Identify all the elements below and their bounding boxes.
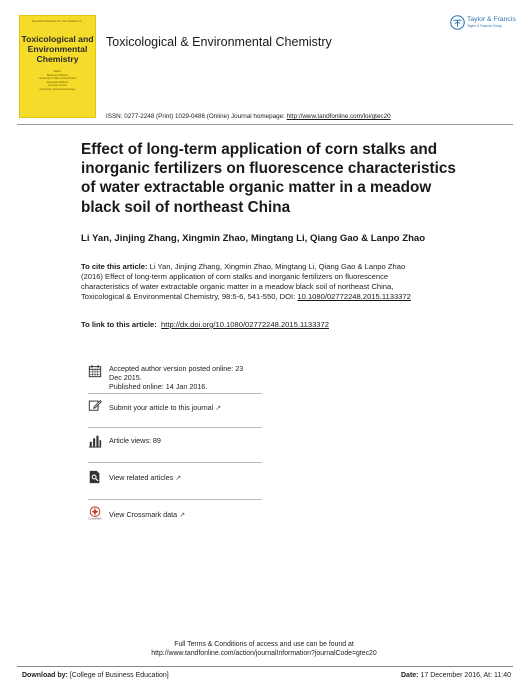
info-divider bbox=[88, 393, 262, 394]
terms-url[interactable]: http://www.tandfonline.com/action/journalInformation?journalCode=gtec20 bbox=[151, 650, 377, 658]
crossmark-badge-label: CrossMark bbox=[88, 517, 102, 520]
accepted-date-line1: Accepted author version posted online: 23 bbox=[109, 364, 244, 373]
download-value: [College of Business Education] bbox=[67, 672, 169, 679]
cover-title-line: Chemistry bbox=[36, 54, 79, 64]
link-to-label: To link to this article: bbox=[81, 320, 157, 329]
article-title: Effect of long-term application of corn stalks and inorganic fertilizers on fluorescence characteristics of water extractable organic matter in a meadow black soil of northeast China bbox=[81, 141, 456, 216]
cover-line: Editor bbox=[53, 69, 62, 73]
search-document-icon bbox=[88, 470, 102, 484]
cover-line: University of Minnesota Duluth bbox=[38, 76, 77, 81]
cover-line: Chemistry and Ecotoxicology bbox=[39, 86, 76, 91]
taylor-francis-logo-icon bbox=[450, 15, 465, 30]
article-doi-url[interactable]: http://dx.doi.org/10.1080/02772248.2015.1133372 bbox=[161, 320, 329, 329]
crossmark-icon bbox=[88, 506, 102, 520]
link-to-article bbox=[81, 320, 329, 329]
article-views-count: Article views: 89 bbox=[109, 436, 161, 445]
citation-doi-link[interactable]: 10.1080/02772248.2015.1133372 bbox=[297, 291, 411, 301]
terms-text: Full Terms & Conditions of access and use can be found at bbox=[174, 641, 354, 648]
cover-line: Associate Editors bbox=[46, 79, 69, 84]
view-crossmark-data-link[interactable]: View Crossmark data bbox=[109, 510, 178, 519]
info-divider bbox=[88, 499, 262, 500]
journal-title: Toxicological & Environmental Chemistry bbox=[106, 35, 332, 49]
citation-label: To cite this article: bbox=[81, 262, 148, 271]
issn-line bbox=[106, 113, 391, 120]
cover-line: Environmental bbox=[48, 83, 67, 88]
edit-icon bbox=[88, 398, 102, 412]
calendar-icon bbox=[88, 364, 102, 378]
cover-title-line: Toxicological and bbox=[21, 34, 94, 44]
info-divider bbox=[88, 427, 262, 428]
article-authors: Li Yan, Jinjing Zhang, Xingmin Zhao, Mingtang Li, Qiang Gao & Lanpo Zhao bbox=[81, 233, 426, 244]
submit-article-link[interactable]: Submit your article to this journal bbox=[109, 403, 214, 412]
cover-title-line: Environmental bbox=[27, 44, 88, 54]
terms-footer bbox=[0, 640, 528, 659]
accepted-date-line2: Dec 2015. bbox=[109, 372, 142, 382]
view-related-articles-link[interactable]: View related articles bbox=[109, 473, 174, 482]
journal-cover bbox=[19, 15, 96, 118]
header-divider bbox=[17, 124, 513, 125]
cover-line: Maureen Watson bbox=[46, 72, 69, 77]
download-info bbox=[22, 672, 169, 679]
published-date: Published online: 14 Jan 2016. bbox=[109, 381, 208, 391]
footer-divider bbox=[17, 666, 513, 667]
publisher-logo[interactable] bbox=[450, 15, 516, 31]
date-label: Date: bbox=[401, 672, 419, 679]
download-label: Download by: bbox=[22, 672, 68, 679]
publisher-sub: Taylor & Francis Group bbox=[467, 24, 502, 28]
bar-chart-icon bbox=[88, 434, 102, 448]
date-value: 17 December 2016, At: 11:40 bbox=[418, 672, 512, 679]
citation-text: Li Yan, Jinjing Zhang, Xingmin Zhao, Mingtang Li, Qiang Gao & Lanpo Zhao (2016) Effect of long-term application of corn stalks and inorganic fertilizers on fluorescence characteristics of water extractable organic matter in a meadow black soil of northeast China, Toxicological & Environmental Chemistry, 98:5-6, 541-550, DOI: bbox=[81, 262, 406, 301]
cover-top-strip: Special Publication for the Institute of... bbox=[31, 19, 84, 23]
download-date bbox=[401, 672, 511, 679]
publisher-name: Taylor & Francis bbox=[467, 16, 516, 23]
external-link-icon: ↗ bbox=[215, 405, 222, 412]
journal-homepage-link[interactable]: http://www.tandfonline.com/loi/gtec20 bbox=[286, 113, 391, 120]
issn-text: ISSN: 0277-2248 (Print) 1029-0486 (Online) Journal homepage: bbox=[106, 113, 287, 120]
external-link-icon: ↗ bbox=[179, 512, 186, 519]
info-divider bbox=[88, 462, 262, 463]
cover-title bbox=[20, 34, 95, 64]
citation-block bbox=[81, 262, 426, 302]
external-link-icon: ↗ bbox=[175, 475, 182, 482]
